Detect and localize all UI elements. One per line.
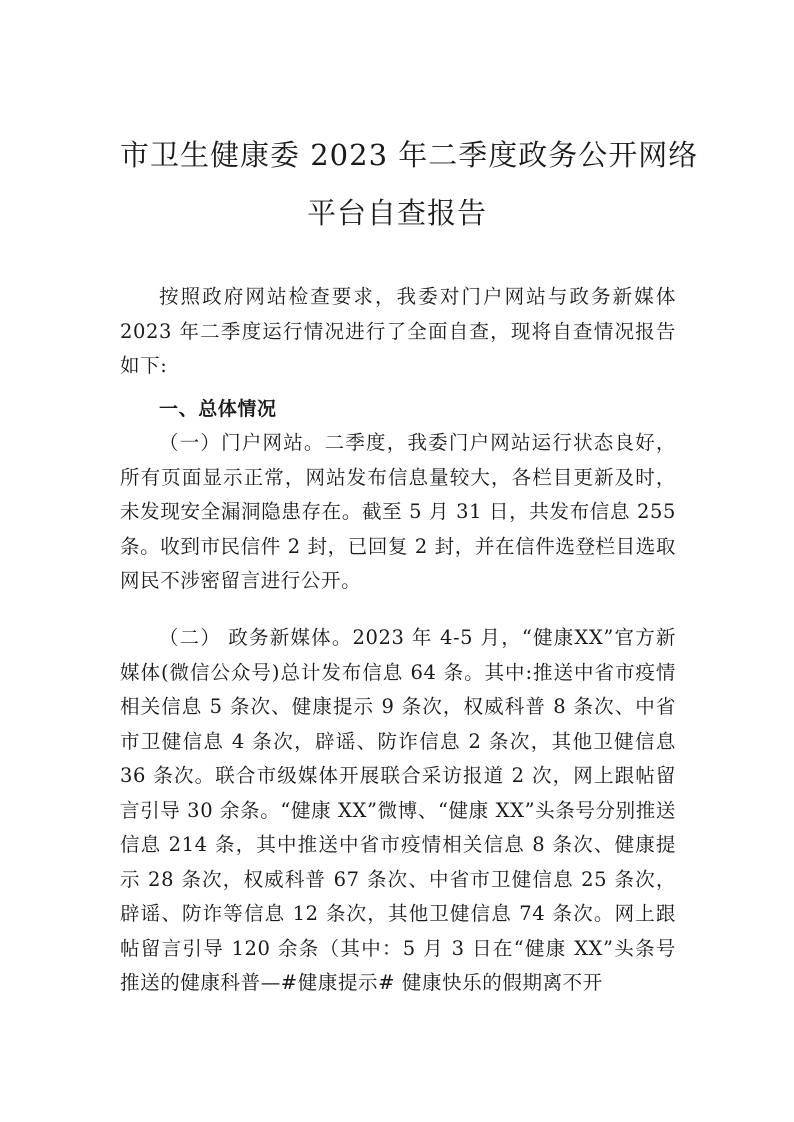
section-heading: 一、总体情况 [159, 398, 277, 420]
new-media-text: 2023 年 4-5 月，“健康XX”官方新媒体(微信公众号)总计发布信息 64 条。其中:推送中省市疫情相关信息 5 条次、健康提示 9 条次，权威科普 8 条次、中省市卫健信息 4 条次，辟谣、防诈信息 2 条次，其他卫健信息 36 条次。联合市级媒体开展联合采访报道 2 次，网上跟帖留言引导 30 余条。“健康 XX”微博、“健康 XX”头条号分别推送信息 214 条，其中推送中省市疫情相关信息 8 条次、健康提示 28 条次，权威科普 67 条次、中省市卫健信息 25 条次，辟谣、防诈等信息 12 条次，其他卫健信息 74 条次。网上跟帖留言引导 120 余条（其中：5 月 3 日在“健康 XX”头条号推送的健康科普—#健康提示# 健康快乐的假期离不开 [120, 626, 677, 994]
portal-website-text: 二季度，我委门户网站运行状态良好，所有页面显示正常，网站发布信息量较大，各栏目更新及时，未发现安全漏洞隐患存在。截至 5 月 31 日，共发布信息 255 条。收到市民信件 2 封，已回复 2 封，并在信件选登栏目选取网民不涉密留言进行公开。 [120, 431, 676, 592]
intro-paragraph: 按照政府网站检查要求，我委对门户网站与政务新媒体 2023 年二季度运行情况进行了全面自查，现将自查情况报告如下: [120, 285, 676, 377]
document-title-line-2: 平台自查报告 [306, 196, 487, 230]
portal-website-label: （一）门户网站。 [159, 431, 325, 454]
document-title-line-1: 市卫生健康委 2023 年二季度政务公开网络 [120, 138, 699, 172]
new-media-label: （二） 政务新媒体。 [159, 626, 353, 649]
portal-website-paragraph [120, 426, 676, 599]
new-media-paragraph [120, 621, 676, 1001]
